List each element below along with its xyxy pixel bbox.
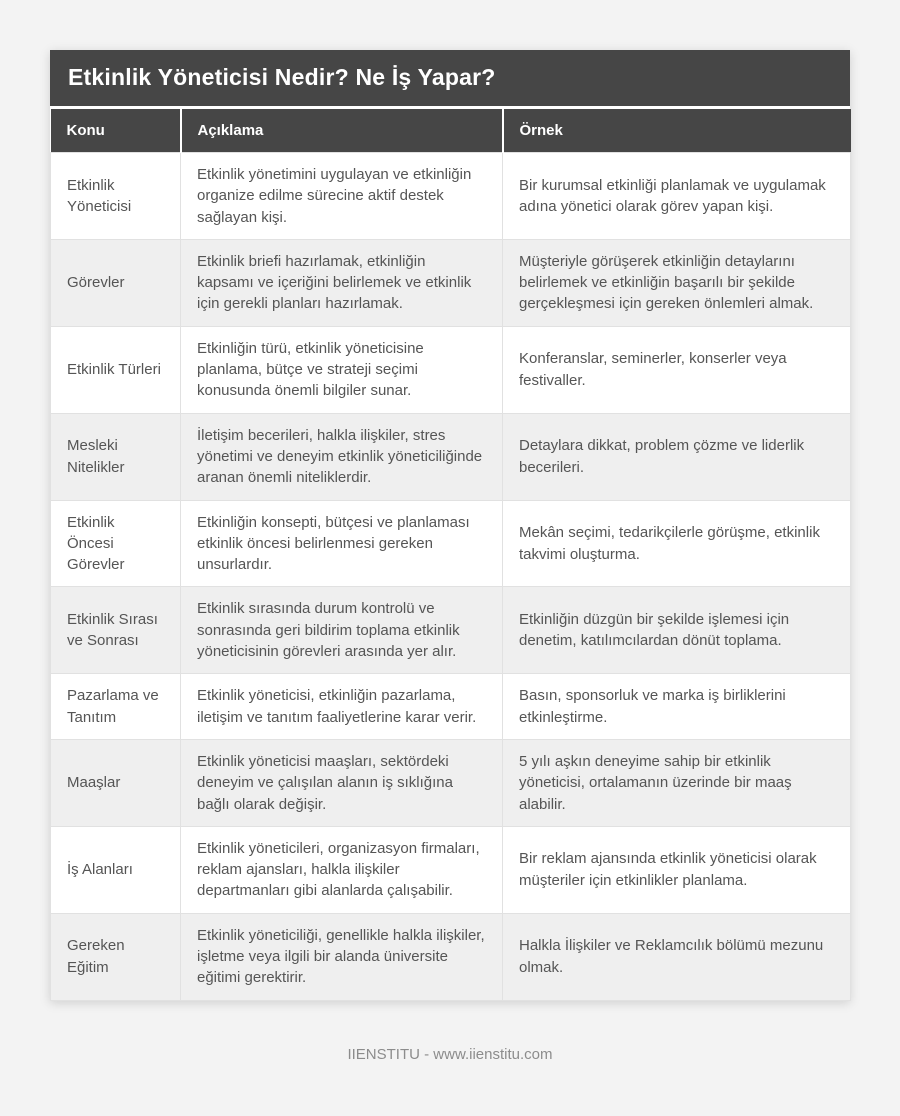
cell-konu: Etkinlik Öncesi Görevler [51,500,181,587]
cell-ornek: 5 yılı aşkın deneyime sahip bir etkinlik yöneticisi, ortalamanın üzerinde bir maaş alabilir. [503,739,851,826]
cell-aciklama: Etkinlik yönetimini uygulayan ve etkinliğin organize edilme sürecine aktif destek sağlayan kişi. [181,153,503,240]
cell-aciklama: Etkinlik yöneticisi, etkinliğin pazarlama, iletişim ve tanıtım faaliyetlerine karar verir. [181,674,503,740]
cell-ornek: Bir kurumsal etkinliği planlamak ve uygulamak adına yönetici olarak görev yapan kişi. [503,153,851,240]
column-header-ornek: Örnek [503,109,851,153]
cell-ornek: Bir reklam ajansında etkinlik yöneticisi olarak müşteriler için etkinlikler planlama. [503,826,851,913]
cell-konu: Etkinlik Sırası ve Sonrası [51,587,181,674]
cell-ornek: Konferanslar, seminerler, konserler veya festivaller. [503,326,851,413]
cell-ornek: Detaylara dikkat, problem çözme ve liderlik becerileri. [503,413,851,500]
table-row [51,500,851,587]
cell-aciklama: Etkinlik briefi hazırlamak, etkinliğin kapsamı ve içeriğini belirlemek ve etkinlik için gerekli planları hazırlamak. [181,239,503,326]
table-row [51,587,851,674]
cell-aciklama: Etkinliğin konsepti, bütçesi ve planlaması etkinlik öncesi belirlenmesi gereken unsurlardır. [181,500,503,587]
cell-ornek: Etkinliğin düzgün bir şekilde işlemesi için denetim, katılımcılardan dönüt toplama. [503,587,851,674]
cell-aciklama: Etkinlik yöneticiliği, genellikle halkla ilişkiler, işletme veya ilgili bir alanda üniversite eğitimi gerektirir. [181,913,503,1000]
cell-aciklama: Etkinlik sırasında durum kontrolü ve sonrasında geri bildirim toplama etkinlik yöneticisinin görevleri arasında yer alır. [181,587,503,674]
cell-ornek: Halkla İlişkiler ve Reklamcılık bölümü mezunu olmak. [503,913,851,1000]
header-row [51,109,851,153]
table-body [51,153,851,1001]
column-header-konu: Konu [51,109,181,153]
cell-ornek: Basın, sponsorluk ve marka iş birliklerini etkinleştirme. [503,674,851,740]
table-card [50,50,850,1001]
table-row [51,739,851,826]
table-row [51,326,851,413]
cell-aciklama: İletişim becerileri, halkla ilişkiler, stres yönetimi ve deneyim etkinlik yöneticiliğinde aranan önemli niteliklerdir. [181,413,503,500]
table-row [51,153,851,240]
cell-konu: Gereken Eğitim [51,913,181,1000]
table-row [51,239,851,326]
page-title: Etkinlik Yöneticisi Nedir? Ne İş Yapar? [50,50,850,109]
cell-konu: Etkinlik Türleri [51,326,181,413]
cell-konu: Etkinlik Yöneticisi [51,153,181,240]
info-table [50,109,851,1001]
table-row [51,826,851,913]
table-row [51,413,851,500]
footer-credit: IIENSTITU - www.iienstitu.com [347,1046,553,1063]
cell-konu: Maaşlar [51,739,181,826]
cell-konu: Pazarlama ve Tanıtım [51,674,181,740]
cell-aciklama: Etkinlik yöneticisi maaşları, sektördeki deneyim ve çalışılan alanın iş sıklığına bağlı olarak değişir. [181,739,503,826]
cell-konu: İş Alanları [51,826,181,913]
cell-ornek: Müşteriyle görüşerek etkinliğin detaylarını belirlemek ve etkinliğin başarılı bir şekilde gerçekleşmesi için gereken önlemleri almak. [503,239,851,326]
cell-konu: Mesleki Nitelikler [51,413,181,500]
table-row [51,913,851,1000]
cell-aciklama: Etkinliğin türü, etkinlik yöneticisine planlama, bütçe ve strateji seçimi konusunda önemli bilgiler sunar. [181,326,503,413]
cell-konu: Görevler [51,239,181,326]
column-header-aciklama: Açıklama [181,109,503,153]
table-row [51,674,851,740]
cell-ornek: Mekân seçimi, tedarikçilerle görüşme, etkinlik takvimi oluşturma. [503,500,851,587]
cell-aciklama: Etkinlik yöneticileri, organizasyon firmaları, reklam ajansları, halkla ilişkiler departmanları gibi alanlarda çalışabilir. [181,826,503,913]
